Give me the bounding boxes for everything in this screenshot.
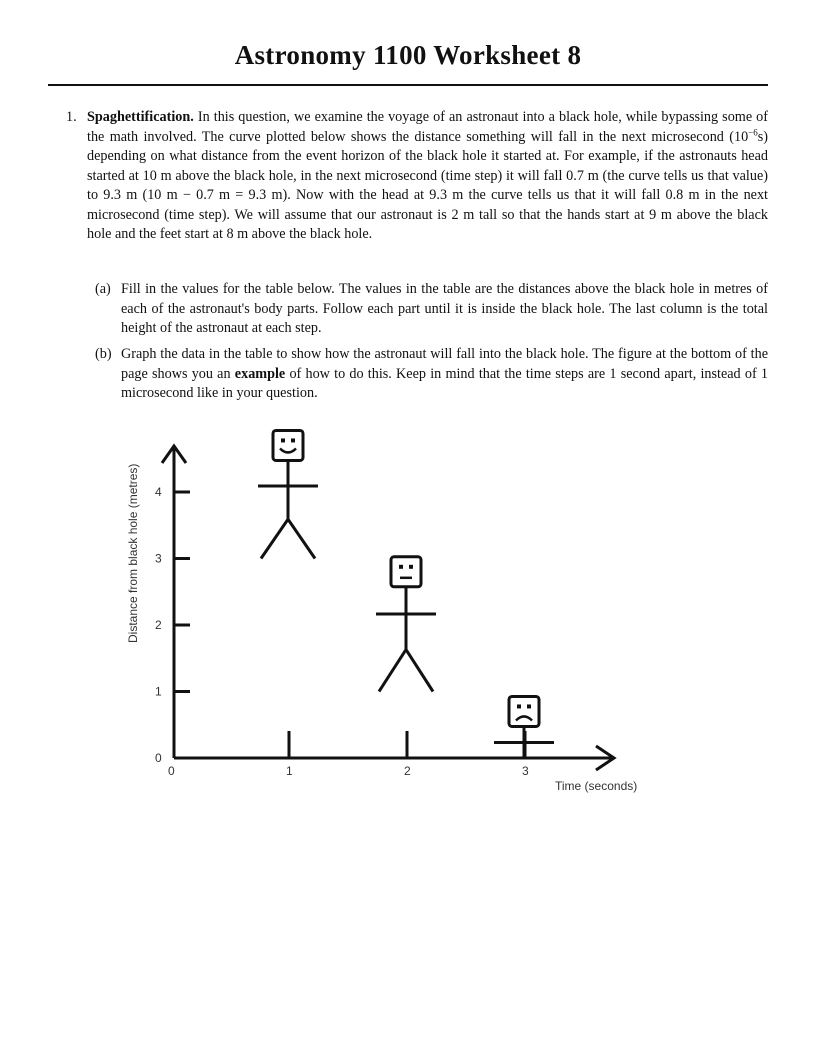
astronaut-eye	[409, 565, 413, 569]
y-tick-label: 0	[155, 751, 162, 765]
x-tick-label: 3	[522, 764, 529, 778]
astronaut-eye	[291, 438, 295, 442]
y-axis-label: Distance from black hole (metres)	[126, 463, 140, 643]
astronaut-leg	[406, 650, 433, 692]
astronaut-figure	[258, 430, 318, 558]
astronaut-head	[509, 696, 539, 726]
astronaut-figure	[494, 696, 554, 758]
astronaut-leg	[288, 519, 315, 558]
astronaut-eye	[517, 704, 521, 708]
question-number: 1.	[66, 109, 77, 125]
astronaut-leg	[379, 650, 406, 692]
y-tick-label: 1	[155, 684, 162, 699]
astronaut-head	[391, 557, 421, 587]
x-tick-label: 1	[286, 764, 293, 778]
worksheet-title: Astronomy 1100 Worksheet 8	[234, 40, 582, 70]
y-tick-label: 2	[155, 618, 162, 632]
x-axis-label: Time (seconds)	[555, 779, 638, 793]
question-text-1: In this question, we examine the voyage of an astronaut into a black hole, while bypassing some of the math involved. The curve plotted below shows the distance something will fall in the next microsecond (10	[87, 109, 769, 145]
x-tick-label: 2	[404, 764, 411, 778]
part-a-label: (a)	[95, 281, 111, 297]
y-tick-label: 4	[155, 485, 162, 499]
astronaut-figure	[376, 557, 436, 692]
question-heading: Spaghettification.	[87, 109, 194, 125]
part-a-text: Fill in the values for the table below. The values in the table are the distances above the black hole in metres of each of the astronaut's body parts. Follow each part until it is inside the black hole. The last column is the total height of the astronaut at each step.	[121, 281, 768, 336]
astronaut-eye	[527, 704, 531, 708]
astronaut-eye	[281, 438, 285, 442]
exponent: −6	[748, 126, 758, 137]
astronaut-eye	[399, 565, 403, 569]
astronaut-head	[273, 430, 303, 460]
chart-figures	[258, 430, 554, 758]
y-tick-label: 3	[155, 551, 162, 566]
x-tick-label: 0	[168, 764, 175, 778]
question-text-2: s) depending on what distance from the event horizon of the black hole it started at. For example, if the astronauts head started at 10 m above the black hole, in the next microsecond (time step) it will fall 0.7 m (the curve tells us that value) to 9.3 m (10 m − 0.7 m = 9.3 m). Now with the head at 9.3 m the curve tells us that it will fall 0.8 m in the next microsecond (time step). We will assume that our astronaut is 2 m tall so that the hands start at 9 m above the black hole and the feet start at 8 m above the black hole.	[87, 128, 768, 242]
chart-axes	[162, 446, 614, 770]
part-b-emphasis: example	[234, 365, 286, 382]
part-b-label: (b)	[95, 346, 112, 362]
chart-ticks	[155, 485, 529, 778]
astronaut-leg	[261, 519, 288, 558]
part-b-text-1: Graph the data in the table to show how the astronaut will fall into the black hole. The figure at the bottom of the page shows you an	[121, 346, 768, 382]
part-b-text-2: of how to do this. Keep in mind that the time steps are 1 second apart, instead of 1 microsecond like in your question.	[121, 365, 768, 401]
